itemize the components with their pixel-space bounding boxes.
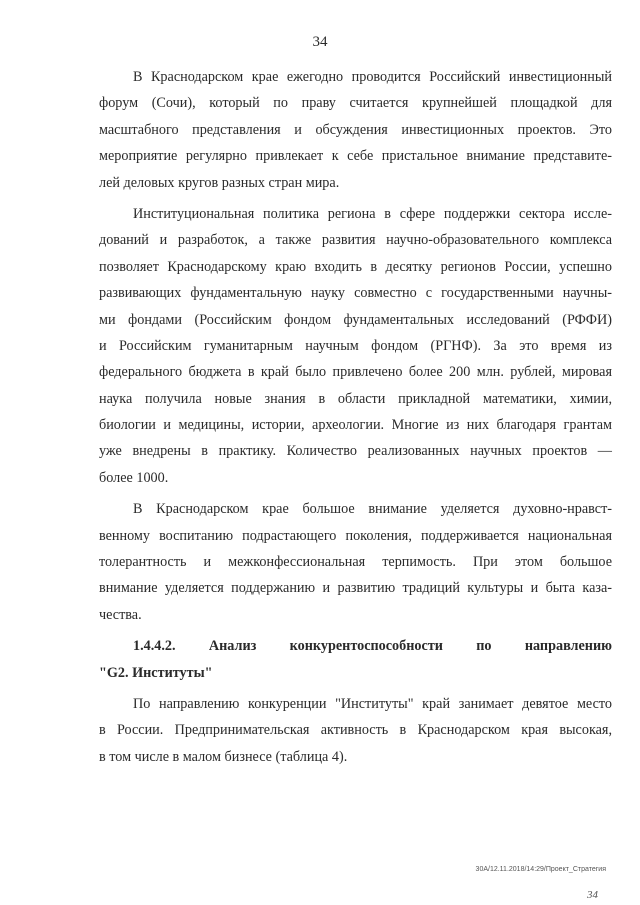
text-line: более 1000. (99, 469, 169, 486)
text-line: внимание уделяется поддержанию и развитию традиций культуры и быта каза- (99, 580, 612, 597)
text-line: в России. Предпринимательская активность в Краснодарском края высокая, (99, 722, 612, 739)
text-line: масштабного представления и обсуждения инвестиционных проектов. Это (99, 121, 612, 138)
footer-stamp: 30А/12.11.2018/14:29/Проект_Стратегия (475, 866, 606, 873)
text-line: лей деловых кругов разных стран мира. (99, 174, 340, 191)
text-line: По направлению конкуренции "Институты" край занимает девятое место (133, 695, 612, 712)
text-line: чества. (99, 606, 142, 623)
text-line: ми фондами (Российским фондом фундаментальных исследований (РФФИ) (99, 311, 612, 328)
text-line: позволяет Краснодарскому краю входить в десятку регионов России, успешно (99, 258, 612, 275)
section-heading (99, 633, 612, 686)
paragraph-science-policy (99, 201, 612, 491)
text-line: наука получила новые знания в области прикладной математики, химии, (99, 390, 612, 407)
text-line: В Краснодарском крае большое внимание уделяется духовно-нравст- (133, 501, 612, 518)
page-number: 34 (312, 34, 328, 50)
text-line: В Краснодарском крае ежегодно проводится Российский инвестиционный (133, 69, 612, 85)
text-line: венному воспитанию подрастающего поколения, поддерживается национальная (99, 527, 612, 544)
text-line: уже внедрены в практику. Количество реализованных научных проектов — (99, 443, 612, 460)
text-line: толерантность и межконфессиональная терпимость. При этом большое (99, 554, 612, 571)
heading-line: 1.4.4.2. Анализ конкурентоспособности по направлению (133, 638, 612, 655)
paragraph-investment-forum (99, 64, 612, 196)
text-line: Институциональная политика региона в сфере поддержки сектора иссле- (133, 205, 612, 222)
text-line: федерального бюджета в край было привлечено более 200 млн. рублей, мировая (99, 364, 612, 381)
paragraph-spiritual-education (99, 496, 612, 628)
text-line: мероприятие регулярно привлекает к себе пристальное внимание представите- (99, 148, 612, 165)
text-line: биологии и медицины, истории, археологии. Многие из них благодаря грантам (99, 417, 612, 434)
text-line: в том числе в малом бизнесе (таблица 4). (99, 748, 348, 765)
text-line: развивающих фундаментальную науку совместно с государственными научны- (99, 285, 612, 302)
paragraph-institutes-ranking (99, 691, 612, 770)
document-body (99, 64, 612, 770)
page-corner-mark: 34 (587, 889, 598, 901)
text-line: и Российским гуманитарным научным фондом (РГНФ). За это время из (99, 337, 612, 354)
text-line: дований и разработок, а также развития научно-образовательного комплекса (99, 232, 612, 249)
text-line: форум (Сочи), который по праву считается крупнейшей площадкой для (99, 95, 612, 112)
heading-line: "G2. Институты" (99, 664, 213, 681)
